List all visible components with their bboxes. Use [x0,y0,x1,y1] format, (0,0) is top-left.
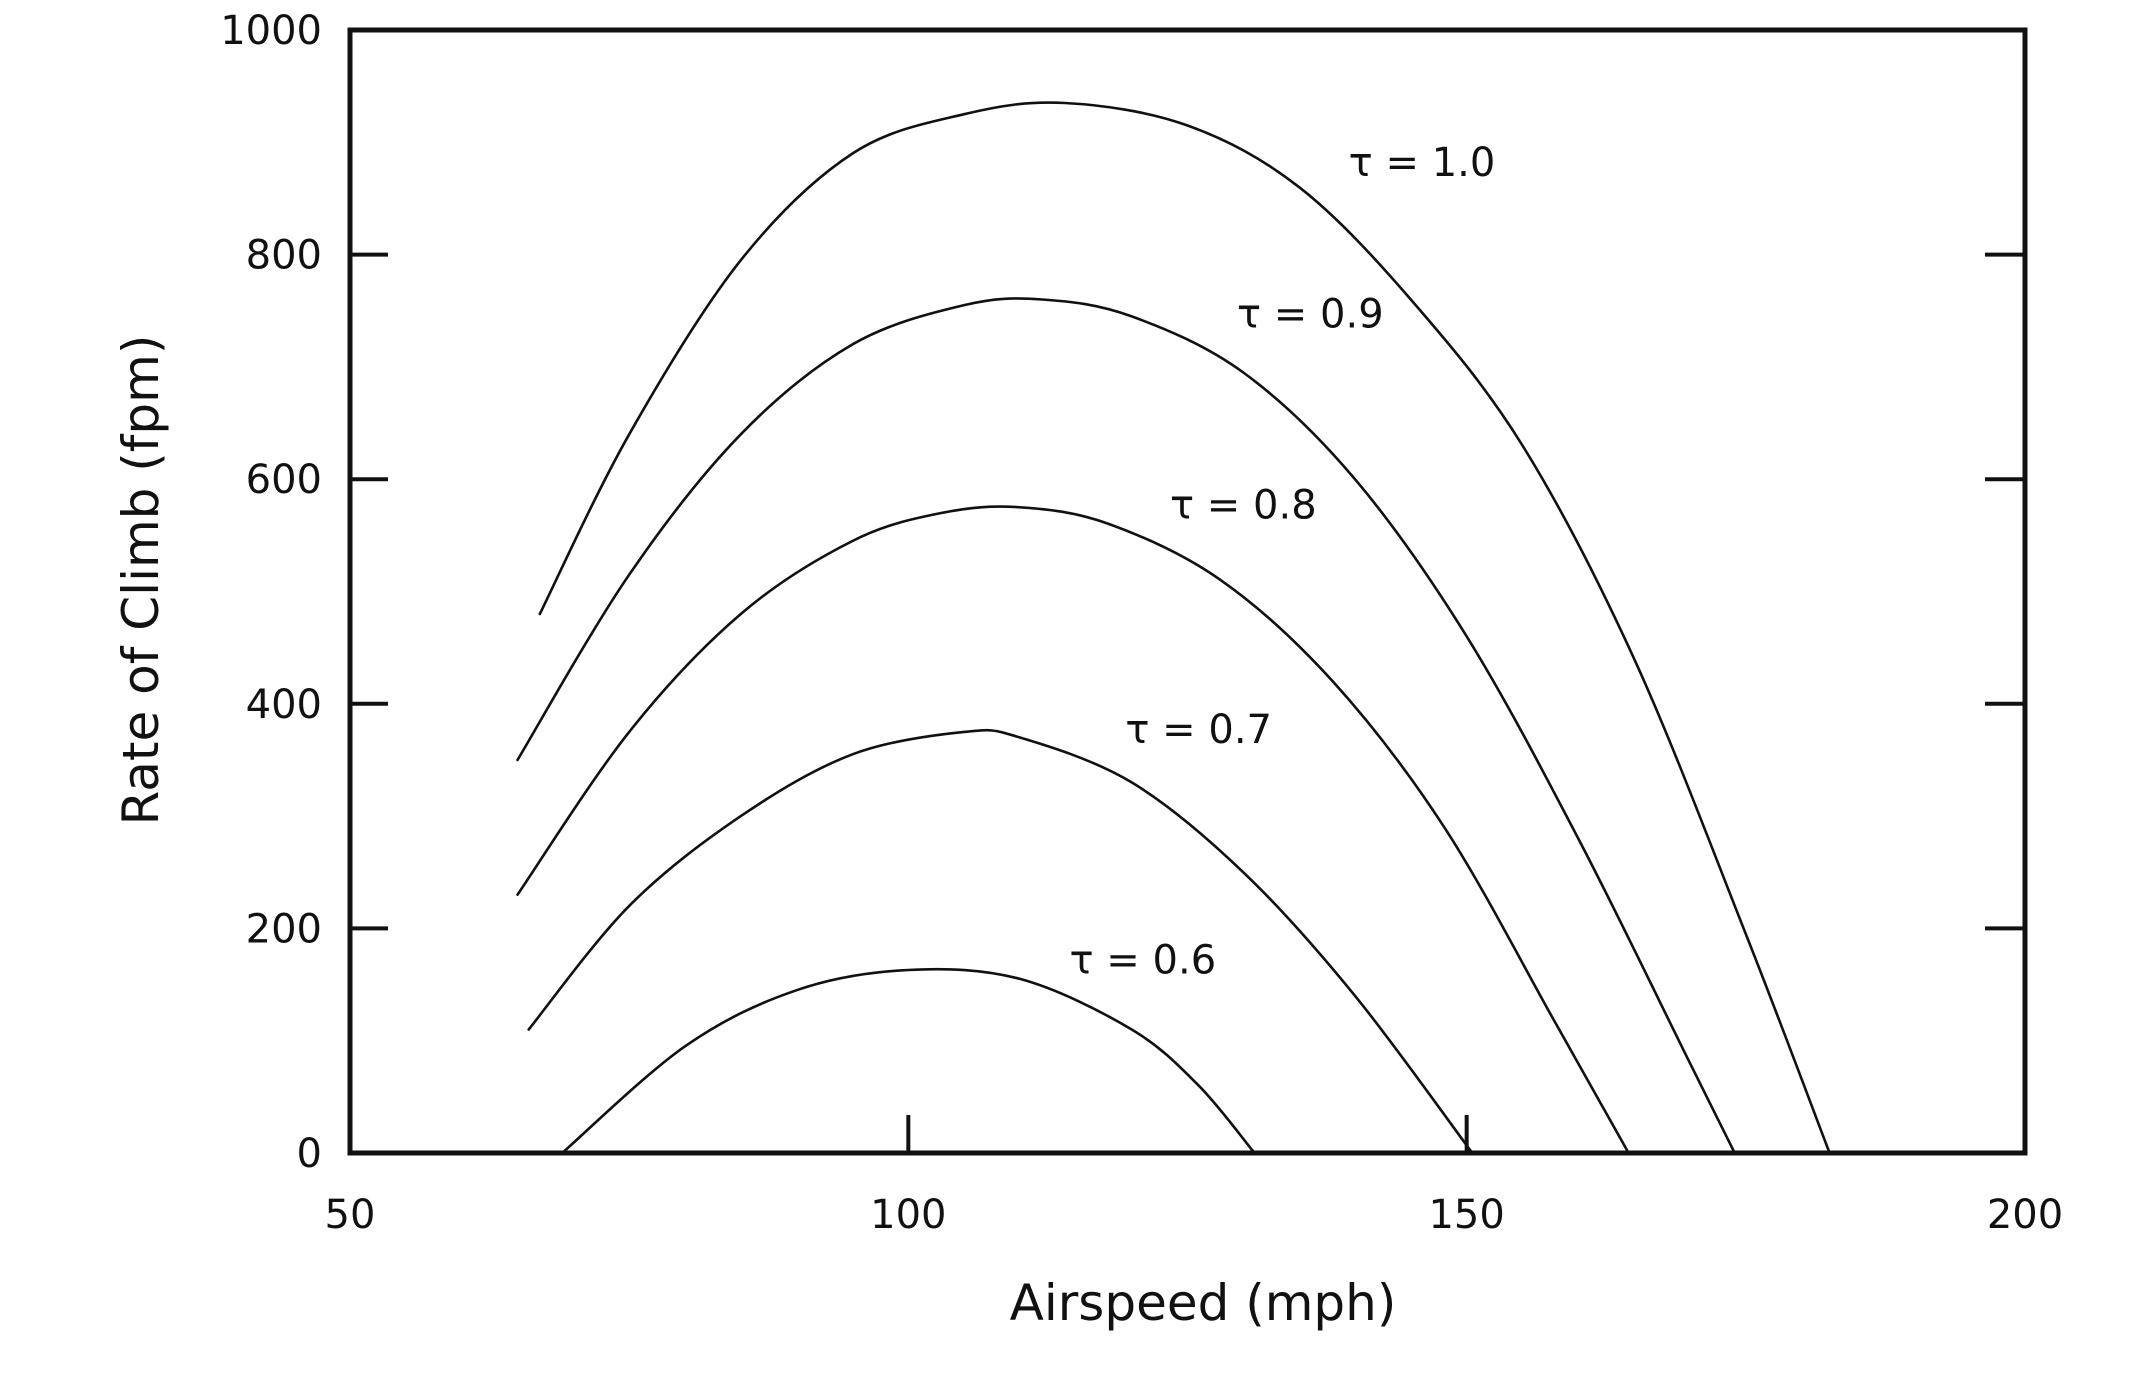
curve-label-tau-0.9: τ = 0.9 [1237,291,1384,338]
x-tick-label: 50 [324,1192,376,1238]
curve-label-tau-1.0: τ = 1.0 [1348,139,1496,186]
y-tick-label: 1000 [220,8,322,54]
curve-tau-0.7 [529,730,1473,1153]
plot-border [350,30,2025,1153]
y-tick-label: 0 [296,1131,322,1177]
x-tick-label: 100 [870,1192,947,1238]
y-tick-label: 800 [245,232,322,279]
curve-tau-1.0 [540,103,1830,1153]
curve-label-tau-0.8: τ = 0.8 [1170,482,1317,529]
y-tick-label: 400 [245,681,322,728]
y-axis-label: Rate of Climb (fpm) [112,334,170,826]
curve-labels [1070,140,1496,983]
axis-ticks [220,8,2063,1238]
curve-label-tau-0.6: τ = 0.6 [1069,937,1217,984]
y-tick-label: 200 [245,906,322,953]
x-tick-label: 200 [1986,1192,2064,1238]
x-tick-label: 150 [1428,1192,1505,1238]
plot-frame [350,30,2025,1153]
y-tick-label: 600 [245,457,322,504]
data-curves [518,103,1830,1153]
curve-tau-0.8 [518,507,1629,1153]
x-axis-label: Airspeed (mph) [1009,1274,1397,1332]
curve-label-tau-0.7: τ = 0.7 [1125,707,1272,754]
